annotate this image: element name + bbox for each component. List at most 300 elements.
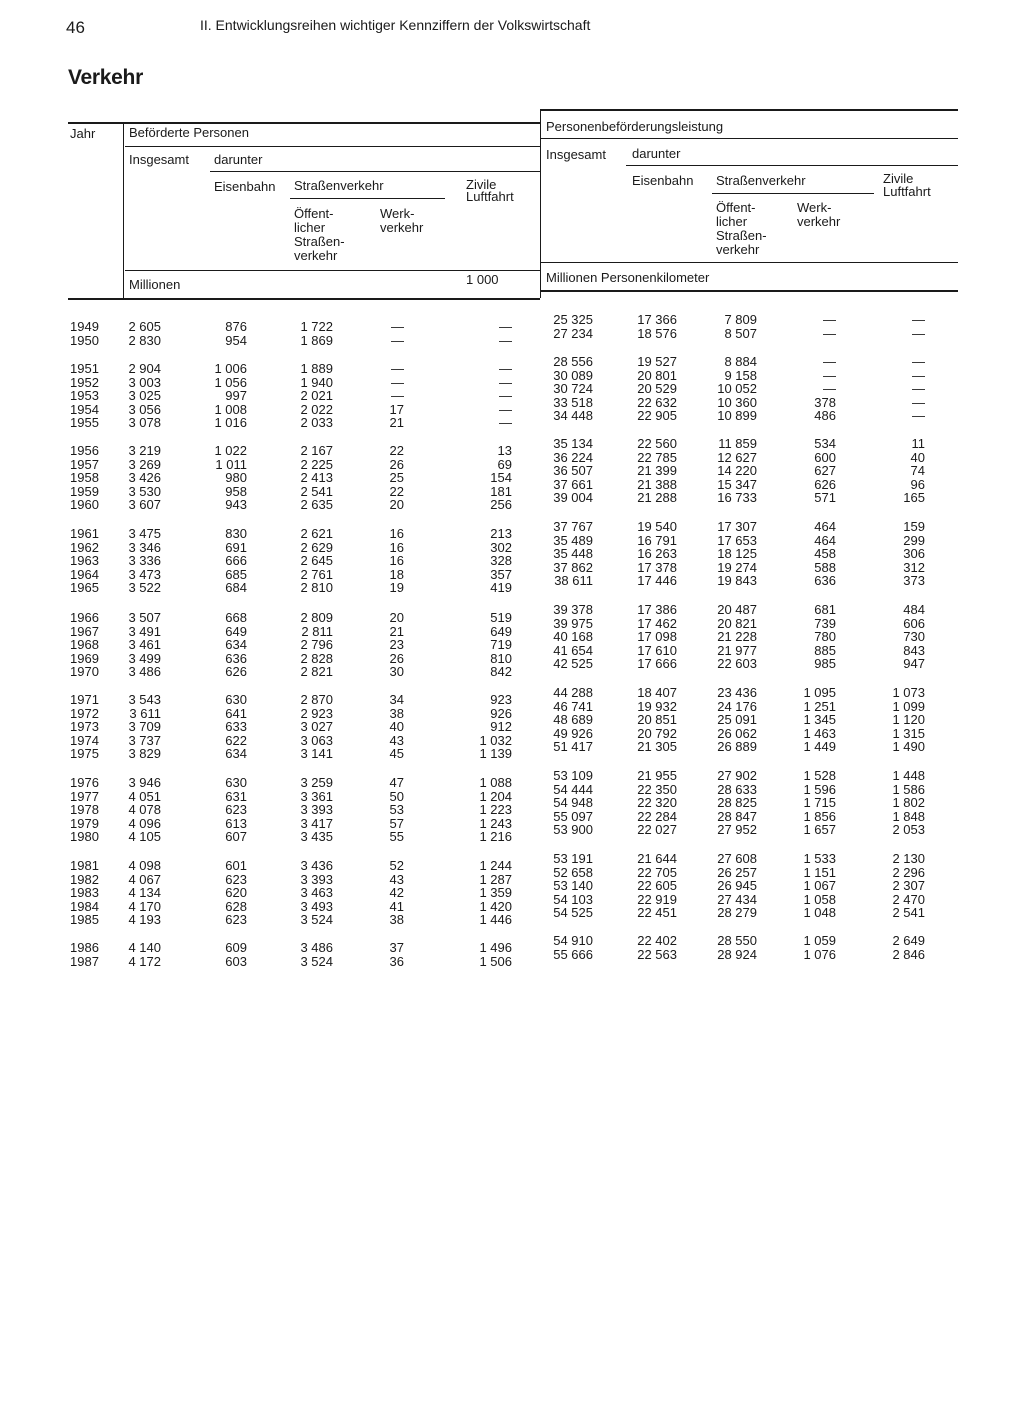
cell-insgesamt-1963: 3 336 [128,553,161,569]
cell-oeffentlicher-strassenverkehr-1983: 3 463 [300,885,333,901]
cell-werkverkehr-1973: 40 [389,719,404,735]
header-zivile-left: Zivile [466,177,497,192]
cell-zivile-luftfahrt-1966: 519 [490,610,512,625]
cell-pkm-oeffentlicher-strassenverkehr-1980: 27 952 [717,822,757,838]
cell-pkm-zivile-luftfahrt-1977: 1 586 [892,781,925,797]
cell-zivile-luftfahrt-1970: 842 [490,664,512,680]
cell-pkm-insgesamt-1950: 27 234 [553,325,593,341]
cell-pkm-eisenbahn-1967: 17 462 [637,615,677,631]
cell-pkm-eisenbahn-1985: 22 451 [637,905,677,921]
cell-pkm-oeffentlicher-strassenverkehr-1967: 20 821 [717,615,757,631]
cell-zivile-luftfahrt-1977: 1 204 [479,788,512,804]
cell-pkm-zivile-luftfahrt-1964: 312 [903,559,925,575]
cell-werkverkehr-1964: 18 [389,566,404,582]
cell-oeffentlicher-strassenverkehr-1962: 2 629 [300,539,333,555]
cell-eisenbahn-1965: 684 [225,580,247,596]
cell-oeffentlicher-strassenverkehr-1970: 2 821 [300,664,333,680]
cell-zivile-luftfahrt-1981: 1 244 [479,858,512,873]
cell-oeffentlicher-strassenverkehr-1964: 2 761 [300,566,333,582]
cell-pkm-oeffentlicher-strassenverkehr-1969: 21 977 [717,642,757,658]
cell-insgesamt-1979: 4 096 [128,815,161,831]
cell-werkverkehr-1987: 36 [389,953,404,969]
cell-oeffentlicher-strassenverkehr-1972: 2 923 [300,705,333,721]
header-werkverkehr-right [797,201,840,229]
cell-pkm-oeffentlicher-strassenverkehr-1983: 26 945 [717,878,757,894]
cell-oeffentlicher-strassenverkehr-1977: 3 361 [300,788,333,804]
unit-personenkilometer: Millionen Personenkilometer [546,270,710,285]
cell-eisenbahn-1984: 628 [225,898,247,914]
cell-pkm-werkverkehr-1960: 571 [814,490,836,506]
unit-1000: 1 000 [466,272,499,287]
cell-zivile-luftfahrt-1969: 810 [490,650,512,666]
cell-pkm-werkverkehr-1972: 1 251 [803,698,836,714]
cell-zivile-luftfahrt-1964: 357 [490,566,512,582]
vline-middle [540,109,541,298]
cell-oeffentlicher-strassenverkehr-1955: 2 033 [300,415,333,431]
cell-eisenbahn-1962: 691 [225,539,247,555]
cell-pkm-insgesamt-1967: 39 975 [553,615,593,631]
cell-insgesamt-1957: 3 269 [128,456,161,472]
cell-year-1979: 1979 [70,815,99,831]
cell-pkm-oeffentlicher-strassenverkehr-1953: 10 052 [717,381,757,397]
cell-insgesamt-1974: 3 737 [128,732,161,748]
cell-pkm-insgesamt-1977: 54 444 [553,781,593,797]
cell-year-1966: 1966 [70,610,99,625]
cell-pkm-insgesamt-1957: 36 224 [553,449,593,465]
cell-werkverkehr-1975: 45 [389,746,404,762]
cell-pkm-eisenbahn-1954: 22 632 [637,394,677,410]
cell-insgesamt-1954: 3 056 [128,401,161,417]
cell-eisenbahn-1973: 633 [225,719,247,735]
cell-pkm-eisenbahn-1950: 18 576 [637,325,677,341]
cell-eisenbahn-1983: 620 [225,885,247,901]
cell-insgesamt-1987: 4 172 [128,953,161,969]
cell-pkm-eisenbahn-1953: 20 529 [637,381,677,397]
cell-werkverkehr-1962: 16 [389,539,404,555]
cell-pkm-eisenbahn-1952: 20 801 [637,367,677,383]
cell-zivile-luftfahrt-1952: — [499,374,512,390]
cell-werkverkehr-1982: 43 [389,871,404,887]
cell-insgesamt-1959: 3 530 [128,483,161,499]
cell-pkm-oeffentlicher-strassenverkehr-1986: 28 550 [717,933,757,948]
cell-eisenbahn-1966: 668 [225,610,247,625]
oeff-line-4: verkehr [294,248,338,263]
cell-pkm-werkverkehr-1983: 1 067 [803,878,836,894]
cell-zivile-luftfahrt-1983: 1 359 [479,885,512,901]
cell-pkm-werkverkehr-1966: 681 [814,602,836,617]
cell-eisenbahn-1981: 601 [225,858,247,873]
cell-pkm-oeffentlicher-strassenverkehr-1979: 28 847 [717,808,757,824]
page-number: 46 [66,18,85,37]
cell-pkm-insgesamt-1986: 54 910 [553,933,593,948]
cell-eisenbahn-1974: 622 [225,732,247,748]
cell-year-1949: 1949 [70,319,99,334]
cell-pkm-eisenbahn-1983: 22 605 [637,878,677,894]
cell-werkverkehr-1984: 41 [389,898,404,914]
cell-zivile-luftfahrt-1967: 649 [490,623,512,639]
cell-pkm-werkverkehr-1973: 1 345 [803,712,836,728]
cell-pkm-werkverkehr-1954: 378 [814,394,836,410]
cell-year-1987: 1987 [70,953,99,969]
cell-eisenbahn-1980: 607 [225,829,247,845]
rule-below-darunter-left [210,171,540,172]
rule-above-units-left [125,270,540,271]
cell-pkm-eisenbahn-1975: 21 305 [637,739,677,755]
cell-oeffentlicher-strassenverkehr-1982: 3 393 [300,871,333,887]
cell-pkm-oeffentlicher-strassenverkehr-1968: 21 228 [717,629,757,645]
cell-eisenbahn-1953: 997 [225,388,247,404]
cell-pkm-werkverkehr-1982: 1 151 [803,864,836,880]
header-strassenverkehr-right: Straßenverkehr [716,173,806,188]
cell-werkverkehr-1979: 57 [389,815,404,831]
cell-insgesamt-1962: 3 346 [128,539,161,555]
cell-insgesamt-1982: 4 067 [128,871,161,887]
cell-oeffentlicher-strassenverkehr-1966: 2 809 [300,610,333,625]
cell-pkm-eisenbahn-1973: 20 851 [637,712,677,728]
cell-year-1973: 1973 [70,719,99,735]
cell-pkm-eisenbahn-1957: 22 785 [637,449,677,465]
cell-oeffentlicher-strassenverkehr-1981: 3 436 [300,858,333,873]
oeff-line-1: Öffent- [294,206,334,221]
werk-line-2: verkehr [380,220,424,235]
cell-pkm-insgesamt-1981: 53 191 [553,851,593,866]
cell-oeffentlicher-strassenverkehr-1987: 3 524 [300,953,333,969]
cell-year-1970: 1970 [70,664,99,680]
cell-pkm-zivile-luftfahrt-1967: 606 [903,615,925,631]
header-oeffentlich-right [716,201,767,257]
cell-pkm-oeffentlicher-strassenverkehr-1973: 25 091 [717,712,757,728]
cell-pkm-insgesamt-1962: 35 489 [553,532,593,548]
cell-pkm-eisenbahn-1976: 21 955 [637,768,677,783]
cell-zivile-luftfahrt-1980: 1 216 [479,829,512,845]
cell-year-1958: 1958 [70,470,99,486]
cell-insgesamt-1978: 4 078 [128,802,161,818]
cell-zivile-luftfahrt-1962: 302 [490,539,512,555]
header-jahr: Jahr [70,126,96,141]
cell-pkm-werkverkehr-1980: 1 657 [803,822,836,838]
cell-pkm-werkverkehr-1963: 458 [814,546,836,562]
cell-year-1967: 1967 [70,623,99,639]
cell-pkm-oeffentlicher-strassenverkehr-1984: 27 434 [717,891,757,907]
cell-eisenbahn-1985: 623 [225,912,247,928]
cell-pkm-oeffentlicher-strassenverkehr-1981: 27 608 [717,851,757,866]
cell-year-1977: 1977 [70,788,99,804]
cell-pkm-oeffentlicher-strassenverkehr-1949: 7 809 [724,312,757,327]
cell-zivile-luftfahrt-1974: 1 032 [479,732,512,748]
cell-year-1972: 1972 [70,705,99,721]
cell-pkm-zivile-luftfahrt-1968: 730 [903,629,925,645]
cell-werkverkehr-1956: 22 [389,443,404,458]
cell-pkm-zivile-luftfahrt-1963: 306 [903,546,925,562]
cell-werkverkehr-1949: — [391,319,404,334]
cell-oeffentlicher-strassenverkehr-1961: 2 621 [300,526,333,541]
cell-oeffentlicher-strassenverkehr-1967: 2 811 [301,623,333,639]
cell-oeffentlicher-strassenverkehr-1984: 3 493 [300,898,333,914]
cell-year-1980: 1980 [70,829,99,845]
cell-year-1985: 1985 [70,912,99,928]
cell-pkm-eisenbahn-1982: 22 705 [637,864,677,880]
cell-pkm-oeffentlicher-strassenverkehr-1957: 12 627 [717,449,757,465]
cell-pkm-werkverkehr-1979: 1 856 [803,808,836,824]
cell-werkverkehr-1963: 16 [389,553,404,569]
cell-pkm-eisenbahn-1951: 19 527 [637,354,677,369]
cell-zivile-luftfahrt-1976: 1 088 [479,775,512,790]
cell-eisenbahn-1982: 623 [225,871,247,887]
cell-eisenbahn-1967: 649 [225,623,247,639]
cell-zivile-luftfahrt-1968: 719 [490,637,512,653]
cell-werkverkehr-1969: 26 [389,650,404,666]
cell-pkm-insgesamt-1968: 40 168 [553,629,593,645]
cell-pkm-eisenbahn-1986: 22 402 [637,933,677,948]
cell-pkm-eisenbahn-1974: 20 792 [637,725,677,741]
rule-below-strassen-right [712,193,874,194]
cell-eisenbahn-1955: 1 016 [214,415,247,431]
cell-pkm-zivile-luftfahrt-1974: 1 315 [892,725,925,741]
cell-oeffentlicher-strassenverkehr-1979: 3 417 [300,815,333,831]
cell-pkm-zivile-luftfahrt-1959: 96 [910,476,925,492]
cell-pkm-eisenbahn-1964: 17 378 [637,559,677,575]
cell-pkm-eisenbahn-1977: 22 350 [637,781,677,797]
cell-insgesamt-1953: 3 025 [128,388,161,404]
cell-pkm-oeffentlicher-strassenverkehr-1964: 19 274 [717,559,757,575]
cell-year-1960: 1960 [70,497,99,513]
cell-pkm-zivile-luftfahrt-1965: 373 [903,573,925,589]
cell-eisenbahn-1969: 636 [225,650,247,666]
cell-pkm-werkverkehr-1951: — [823,354,836,369]
cell-pkm-werkverkehr-1985: 1 048 [803,905,836,921]
cell-pkm-werkverkehr-1970: 985 [814,656,836,672]
cell-oeffentlicher-strassenverkehr-1980: 3 435 [300,829,333,845]
cell-pkm-insgesamt-1969: 41 654 [553,642,593,658]
rule-below-befoerderte [125,146,540,147]
rule-below-units-left [68,298,540,300]
cell-pkm-zivile-luftfahrt-1978: 1 802 [892,795,925,811]
cell-oeffentlicher-strassenverkehr-1959: 2 541 [300,483,333,499]
cell-insgesamt-1973: 3 709 [128,719,161,735]
cell-werkverkehr-1951: — [391,361,404,376]
cell-oeffentlicher-strassenverkehr-1975: 3 141 [300,746,333,762]
cell-eisenbahn-1987: 603 [225,953,247,969]
cell-werkverkehr-1967: 21 [389,623,404,639]
cell-pkm-zivile-luftfahrt-1985: 2 541 [892,905,925,921]
cell-year-1974: 1974 [70,732,99,748]
cell-pkm-oeffentlicher-strassenverkehr-1956: 11 859 [718,436,757,451]
rule-below-leistung [540,138,958,139]
cell-pkm-zivile-luftfahrt-1955: — [912,408,925,424]
cell-pkm-werkverkehr-1962: 464 [814,532,836,548]
oeff-line-2: licher [716,214,748,229]
cell-pkm-zivile-luftfahrt-1966: 484 [903,602,925,617]
cell-pkm-oeffentlicher-strassenverkehr-1962: 17 653 [717,532,757,548]
werk-line-1: Werk- [380,206,415,221]
cell-insgesamt-1960: 3 607 [128,497,161,513]
cell-pkm-werkverkehr-1959: 626 [814,476,836,492]
cell-pkm-oeffentlicher-strassenverkehr-1961: 17 307 [717,519,757,534]
cell-pkm-werkverkehr-1978: 1 715 [803,795,836,811]
cell-pkm-oeffentlicher-strassenverkehr-1954: 10 360 [717,394,757,410]
cell-werkverkehr-1960: 20 [389,497,404,513]
cell-pkm-zivile-luftfahrt-1981: 2 130 [892,851,925,866]
header-strassenverkehr-left: Straßenverkehr [294,178,384,193]
cell-insgesamt-1983: 4 134 [128,885,161,901]
cell-pkm-insgesamt-1966: 39 378 [553,602,593,617]
header-befoerderte-personen: Beförderte Personen [129,125,249,140]
cell-year-1982: 1982 [70,871,99,887]
cell-pkm-insgesamt-1980: 53 900 [553,822,593,838]
cell-pkm-oeffentlicher-strassenverkehr-1974: 26 062 [717,725,757,741]
cell-pkm-zivile-luftfahrt-1971: 1 073 [892,685,925,700]
cell-insgesamt-1950: 2 830 [128,332,161,348]
cell-pkm-insgesamt-1984: 54 103 [553,891,593,907]
cell-pkm-werkverkehr-1971: 1 095 [803,685,836,700]
cell-pkm-insgesamt-1959: 37 661 [553,476,593,492]
cell-pkm-zivile-luftfahrt-1957: 40 [910,449,925,465]
cell-pkm-insgesamt-1972: 46 741 [553,698,593,714]
header-eisenbahn-left: Eisenbahn [214,179,276,194]
cell-insgesamt-1984: 4 170 [128,898,161,914]
cell-year-1951: 1951 [70,361,99,376]
cell-pkm-oeffentlicher-strassenverkehr-1970: 22 603 [717,656,757,672]
cell-insgesamt-1956: 3 219 [128,443,161,458]
header-werkverkehr-left [380,207,423,235]
cell-pkm-insgesamt-1976: 53 109 [553,768,593,783]
cell-oeffentlicher-strassenverkehr-1951: 1 889 [300,361,333,376]
cell-pkm-eisenbahn-1969: 17 610 [637,642,677,658]
cell-zivile-luftfahrt-1985: 1 446 [479,912,512,928]
cell-pkm-insgesamt-1960: 39 004 [553,490,593,506]
cell-eisenbahn-1964: 685 [225,566,247,582]
cell-pkm-zivile-luftfahrt-1951: — [912,354,925,369]
cell-pkm-zivile-luftfahrt-1958: 74 [910,463,925,479]
cell-werkverkehr-1965: 19 [389,580,404,596]
cell-pkm-insgesamt-1985: 54 525 [553,905,593,921]
cell-insgesamt-1985: 4 193 [128,912,161,928]
cell-pkm-insgesamt-1978: 54 948 [553,795,593,811]
cell-zivile-luftfahrt-1982: 1 287 [479,871,512,887]
cell-pkm-oeffentlicher-strassenverkehr-1951: 8 884 [724,354,757,369]
cell-oeffentlicher-strassenverkehr-1958: 2 413 [300,470,333,486]
cell-pkm-oeffentlicher-strassenverkehr-1955: 10 899 [717,408,757,424]
cell-eisenbahn-1970: 626 [225,664,247,680]
cell-pkm-insgesamt-1974: 49 926 [553,725,593,741]
cell-pkm-zivile-luftfahrt-1980: 2 053 [892,822,925,838]
cell-pkm-insgesamt-1963: 35 448 [553,546,593,562]
oeff-line-3: Straßen- [294,234,345,249]
cell-eisenbahn-1976: 630 [225,775,247,790]
cell-year-1978: 1978 [70,802,99,818]
cell-pkm-eisenbahn-1987: 22 563 [637,946,677,962]
cell-eisenbahn-1979: 613 [225,815,247,831]
cell-insgesamt-1961: 3 475 [128,526,161,541]
cell-werkverkehr-1986: 37 [389,940,404,955]
cell-pkm-werkverkehr-1957: 600 [814,449,836,465]
cell-insgesamt-1951: 2 904 [128,361,161,376]
cell-oeffentlicher-strassenverkehr-1960: 2 635 [300,497,333,513]
header-insgesamt-left: Insgesamt [129,152,189,167]
cell-pkm-insgesamt-1982: 52 658 [553,864,593,880]
cell-oeffentlicher-strassenverkehr-1949: 1 722 [300,319,333,334]
cell-year-1986: 1986 [70,940,99,955]
cell-zivile-luftfahrt-1956: 13 [497,443,512,458]
werk-line-2: verkehr [797,214,841,229]
rule-below-units-right [540,290,958,292]
cell-pkm-insgesamt-1955: 34 448 [553,408,593,424]
vline-jahr [123,122,124,298]
cell-zivile-luftfahrt-1963: 328 [490,553,512,569]
cell-eisenbahn-1959: 958 [225,483,247,499]
cell-werkverkehr-1976: 47 [389,775,404,790]
cell-pkm-oeffentlicher-strassenverkehr-1952: 9 158 [724,367,757,383]
cell-zivile-luftfahrt-1957: 69 [497,456,512,472]
cell-year-1984: 1984 [70,898,99,914]
cell-zivile-luftfahrt-1978: 1 223 [479,802,512,818]
oeff-line-3: Straßen- [716,228,767,243]
cell-werkverkehr-1971: 34 [389,692,404,707]
cell-pkm-insgesamt-1949: 25 325 [553,312,593,327]
cell-pkm-eisenbahn-1961: 19 540 [637,519,677,534]
header-darunter-left: darunter [214,152,263,167]
cell-year-1954: 1954 [70,401,99,417]
cell-oeffentlicher-strassenverkehr-1968: 2 796 [300,637,333,653]
cell-pkm-oeffentlicher-strassenverkehr-1985: 28 279 [717,905,757,921]
cell-werkverkehr-1961: 16 [389,526,404,541]
cell-zivile-luftfahrt-1950: — [499,332,512,348]
cell-pkm-oeffentlicher-strassenverkehr-1958: 14 220 [717,463,757,479]
cell-pkm-insgesamt-1973: 48 689 [553,712,593,728]
top-rule-right [540,109,958,111]
cell-pkm-eisenbahn-1970: 17 666 [637,656,677,672]
cell-year-1975: 1975 [70,746,99,762]
cell-pkm-zivile-luftfahrt-1979: 1 848 [892,808,925,824]
cell-insgesamt-1986: 4 140 [128,940,161,955]
cell-eisenbahn-1977: 631 [225,788,247,804]
cell-year-1962: 1962 [70,539,99,555]
rule-below-strassen-left [290,198,445,199]
cell-pkm-werkverkehr-1956: 534 [814,436,836,451]
header-insgesamt-right: Insgesamt [546,147,606,162]
cell-eisenbahn-1960: 943 [225,497,247,513]
cell-zivile-luftfahrt-1953: — [499,388,512,404]
werk-line-1: Werk- [797,200,832,215]
header-oeffentlich-left [294,207,345,263]
cell-insgesamt-1971: 3 543 [128,692,161,707]
cell-pkm-zivile-luftfahrt-1987: 2 846 [892,946,925,962]
cell-zivile-luftfahrt-1965: 419 [490,580,512,596]
cell-werkverkehr-1957: 26 [389,456,404,472]
cell-werkverkehr-1955: 21 [389,415,404,431]
cell-werkverkehr-1981: 52 [389,858,404,873]
cell-pkm-werkverkehr-1984: 1 058 [803,891,836,907]
cell-eisenbahn-1963: 666 [225,553,247,569]
cell-pkm-eisenbahn-1963: 16 263 [637,546,677,562]
cell-pkm-insgesamt-1954: 33 518 [553,394,593,410]
cell-year-1976: 1976 [70,775,99,790]
cell-pkm-insgesamt-1979: 55 097 [553,808,593,824]
cell-oeffentlicher-strassenverkehr-1957: 2 225 [300,456,333,472]
cell-oeffentlicher-strassenverkehr-1976: 3 259 [300,775,333,790]
cell-oeffentlicher-strassenverkehr-1971: 2 870 [300,692,333,707]
cell-pkm-eisenbahn-1965: 17 446 [637,573,677,589]
section-title: Verkehr [68,66,143,89]
cell-werkverkehr-1985: 38 [389,912,404,928]
cell-zivile-luftfahrt-1958: 154 [490,470,512,486]
cell-pkm-zivile-luftfahrt-1952: — [912,367,925,383]
cell-insgesamt-1980: 4 105 [128,829,161,845]
cell-zivile-luftfahrt-1973: 912 [490,719,512,735]
cell-werkverkehr-1953: — [391,388,404,404]
cell-pkm-oeffentlicher-strassenverkehr-1978: 28 825 [717,795,757,811]
cell-zivile-luftfahrt-1960: 256 [490,497,512,513]
